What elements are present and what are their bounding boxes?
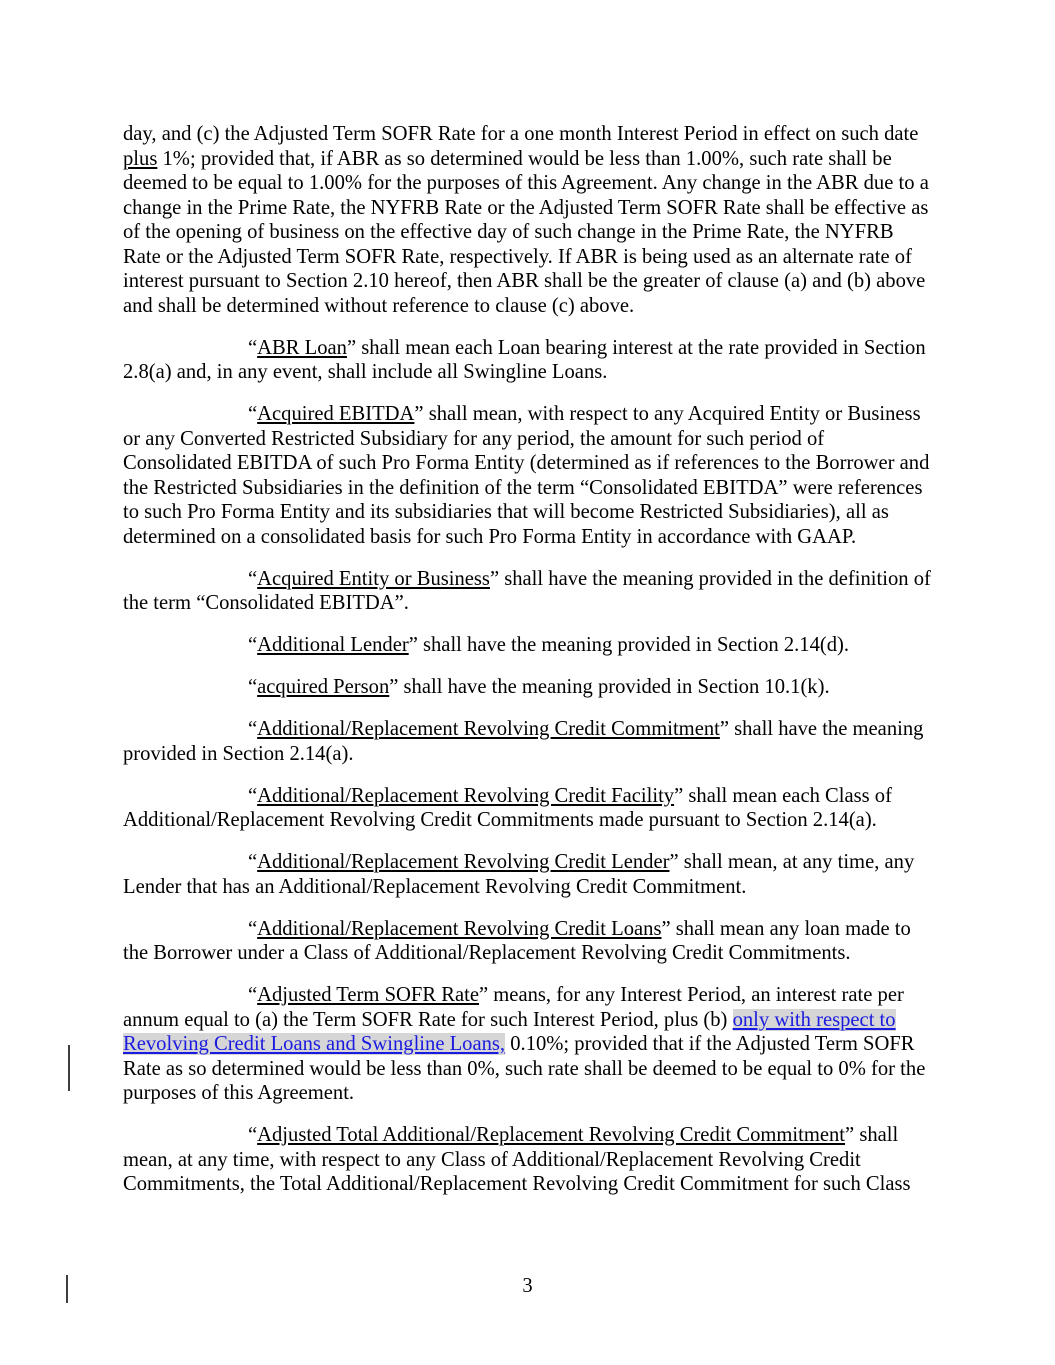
text-run: “ bbox=[248, 567, 258, 590]
paragraph bbox=[123, 983, 935, 1106]
defined-term: Additional/Replacement Revolving Credit Loans bbox=[257, 917, 662, 940]
text-run: “ bbox=[248, 634, 258, 656]
text-run: ” means, for any Interest Period, an interest rate per annum equal to (a) the Term SOFR Rate for such Interest Period, plus (b) bbox=[123, 984, 904, 1031]
paragraph bbox=[123, 567, 935, 616]
defined-term: Adjusted Total Additional/Replacement Revolving Credit Commitment bbox=[257, 1124, 846, 1146]
paragraph bbox=[123, 402, 935, 549]
defined-term: Additional/Replacement Revolving Credit Facility bbox=[257, 784, 675, 807]
defined-term: Acquired EBITDA bbox=[257, 403, 415, 425]
paragraph bbox=[123, 917, 935, 966]
text-run: day, and (c) the Adjusted Term SOFR Rate for a one month Interest Period in effect on such date bbox=[123, 123, 919, 145]
paragraph bbox=[123, 717, 935, 766]
text-run: ” shall mean each Loan bearing interest at the rate provided in Section 2.8(a) and, in any event, shall include all Swingline Loans. bbox=[123, 336, 926, 383]
defined-term: ABR Loan bbox=[257, 336, 347, 359]
paragraph bbox=[123, 784, 935, 833]
defined-term: Additional/Replacement Revolving Credit Lender bbox=[257, 851, 670, 873]
text-run: “ bbox=[248, 917, 258, 940]
paragraph bbox=[123, 122, 935, 318]
paragraph bbox=[123, 850, 935, 899]
text-run: “ bbox=[248, 718, 258, 740]
page-number: 3 bbox=[522, 1275, 533, 1297]
paragraph bbox=[123, 1123, 935, 1197]
tracked-change-insertion: only with respect to Revolving Credit Loans and Swingline Loans, bbox=[123, 1008, 896, 1055]
text-run: ” shall have the meaning provided in the definition of the term “Consolidated EBITDA”. bbox=[123, 567, 931, 614]
revision-change-bar bbox=[68, 1045, 70, 1091]
text-run: 1%; provided that, if ABR as so determined would be less than 1.00%, such rate shall be deemed to be equal to 1.00% for the purposes of this Agreement. Any change in the ABR due to a change in the Prime Rate, the NYFRB Rate or the Adjusted Term SOFR Rate shall be effective as of the opening of business on the effective day of such change in the Prime Rate, the NYFRB Rate or the Adjusted Term SOFR Rate, respectively. If ABR is being used as an alternate rate of interest pursuant to Section 2.10 hereof, then ABR shall be the greater of clause (a) and (b) above and shall be determined without reference to clause (c) above. bbox=[123, 147, 929, 317]
text-run: “ bbox=[248, 784, 258, 807]
text-run: ” shall mean, at any time, any Lender that has an Additional/Replacement Revolving Credit Commitment. bbox=[123, 851, 915, 898]
paragraph bbox=[123, 675, 935, 700]
defined-term: Additional/Replacement Revolving Credit Commitment bbox=[257, 718, 720, 740]
defined-term: Acquired Entity or Business bbox=[257, 567, 490, 590]
paragraph bbox=[123, 336, 935, 385]
revision-change-bar bbox=[66, 1275, 68, 1303]
defined-term: plus bbox=[123, 147, 158, 170]
text-run: ” shall have the meaning provided in Section 10.1(k). bbox=[389, 676, 830, 698]
paragraph bbox=[123, 633, 935, 658]
text-run: “ bbox=[248, 851, 258, 873]
text-run: ” shall have the meaning provided in Section 2.14(a). bbox=[123, 718, 924, 765]
defined-term: acquired Person bbox=[257, 676, 390, 698]
text-run: ” shall mean any loan made to the Borrower under a Class of Additional/Replacement Revolving Credit Commitments. bbox=[123, 917, 911, 964]
text-run: “ bbox=[248, 1124, 258, 1146]
text-run: 0.10%; provided that if the Adjusted Term SOFR Rate as so determined would be less than 0%, such rate shall be deemed to be equal to 0% for the purposes of this Agreement. bbox=[123, 1033, 926, 1104]
text-run: ” shall have the meaning provided in Section 2.14(d). bbox=[408, 634, 850, 656]
text-run: ” shall mean each Class of Additional/Replacement Revolving Credit Commitments made pursuant to Section 2.14(a). bbox=[123, 784, 892, 831]
text-run: ” shall mean, at any time, with respect to any Class of Additional/Replacement Revolving Credit Commitments, the Total Additional/Replacement Revolving Credit Commitment for such Class bbox=[123, 1124, 911, 1195]
defined-term: Adjusted Term SOFR Rate bbox=[257, 984, 479, 1006]
document-body bbox=[123, 122, 935, 1214]
text-run: ” shall mean, with respect to any Acquired Entity or Business or any Converted Restricted Subsidiary for any period, the amount for such period of Consolidated EBITDA of such Pro Forma Entity (determined as if references to the Borrower and the Restricted Subsidiaries in the definition of the term “Consolidated EBITDA” were references to such Pro Forma Entity and its subsidiaries that will become Restricted Subsidiaries), all as determined on a consolidated basis for such Pro Forma Entity in accordance with GAAP. bbox=[123, 403, 930, 548]
text-run: “ bbox=[248, 676, 258, 698]
text-run: “ bbox=[248, 403, 258, 425]
defined-term: Additional Lender bbox=[257, 634, 409, 656]
text-run: “ bbox=[248, 336, 258, 359]
text-run: “ bbox=[248, 984, 258, 1006]
